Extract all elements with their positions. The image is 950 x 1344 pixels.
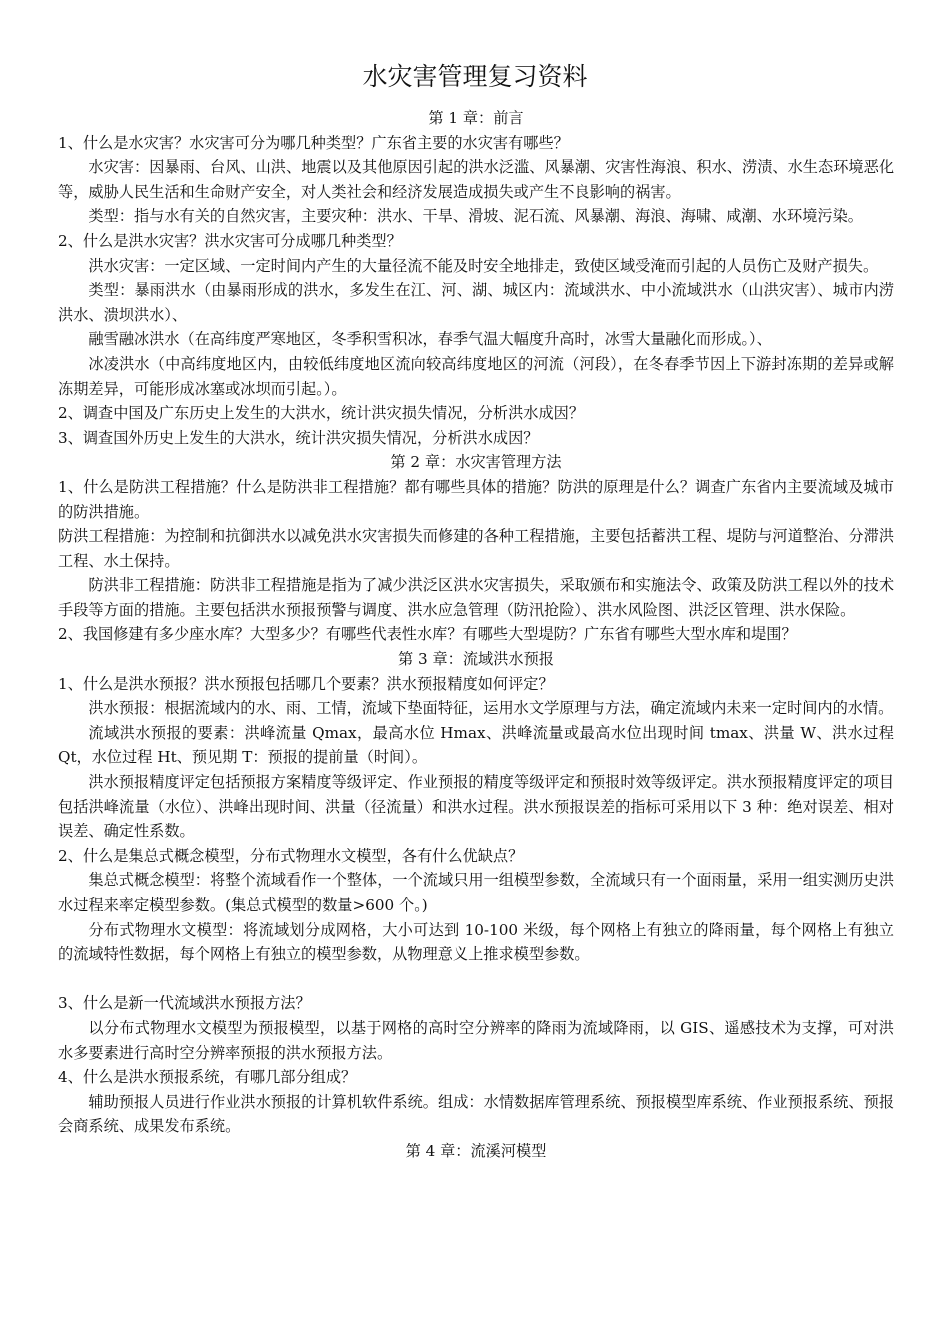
question: 3、调查国外历史上发生的大洪水，统计洪灾损失情况，分析洪水成因？ <box>58 428 539 447</box>
chapter-heading: 第 2 章：水灾害管理方法 <box>390 453 562 472</box>
chapter-heading: 第 3 章：流域洪水预报 <box>397 650 554 669</box>
chapter-heading: 第 4 章：流溪河模型 <box>405 1141 547 1160</box>
paragraph: 流域洪水预报的要素：洪峰流量 Qmax，最高水位 Hmax、洪峰流量或最高水位出现时间 tmax、洪量 W、洪水过程 Qt，水位过程 Ht、预见期 T：预报的提前量（时间）。 <box>58 723 894 767</box>
paragraph: 水灾害：因暴雨、台风、山洪、地震以及其他原因引起的洪水泛滥、风暴潮、灾害性海浪、积水、涝渍、水生态环境恶化等，威胁人民生活和生命财产安全，对人类社会和经济发展造成损失或产生不良影响的祸害。 <box>58 158 894 201</box>
question: 2、什么是集总式概念模型，分布式物理水文模型，各有什么优缺点？ <box>58 846 524 865</box>
paragraph: 类型：指与水有关的自然灾害，主要灾种：洪水、干旱、滑坡、泥石流、风暴潮、海浪、海啸、咸潮、水环境污染。 <box>88 207 863 226</box>
paragraph: 防洪工程措施：为控制和抗御洪水以减免洪水灾害损失而修建的各种工程措施，主要包括蓄洪工程、堤防与河道整治、分滞洪工程、水土保持。 <box>58 527 894 570</box>
paragraph: 融雪融冰洪水（在高纬度严寒地区，冬季积雪积冰，春季气温大幅度升高时，冰雪大量融化而形成。）、 <box>88 330 772 349</box>
question: 2、我国修建有多少座水库？大型多少？有哪些代表性水库？有哪些大型堤防？广东省有哪些大型水库和堤围？ <box>58 625 797 644</box>
question: 2、调查中国及广东历史上发生的大洪水，统计洪灾损失情况，分析洪水成因？ <box>58 404 585 423</box>
paragraph: 以分布式物理水文模型为预报模型，以基于网格的高时空分辨率的降雨为流域降雨，以 GIS、遥感技术为支撑，可对洪水多要素进行高时空分辨率预报的洪水预报方法。 <box>58 1018 894 1062</box>
paragraph: 辅助预报人员进行作业洪水预报的计算机软件系统。组成：水情数据库管理系统、预报模型库系统、作业预报系统、预报会商系统、成果发布系统。 <box>58 1092 894 1136</box>
paragraph: 分布式物理水文模型：将流域划分成网格，大小可达到 10-100 米级，每个网格上有独立的降雨量，每个网格上有独立的流域特性数据，每个网格上有独立的模型参数，从物理意义上推求模型参数。 <box>58 920 894 964</box>
document-body <box>58 106 894 1164</box>
blank-line <box>58 967 894 992</box>
paragraph: 集总式概念模型：将整个流域看作一个整体，一个流域只用一组模型参数，全流域只有一个面雨量，采用一组实测历史洪水过程来率定模型参数。(集总式模型的数量>600 个。) <box>58 871 894 914</box>
question: 1、什么是洪水预报？洪水预报包括哪几个要素？洪水预报精度如何评定？ <box>58 674 554 693</box>
document-title: 水灾害管理复习资料 <box>362 62 588 91</box>
question: 3、什么是新一代流域洪水预报方法？ <box>58 994 311 1013</box>
paragraph: 洪水预报精度评定包括预报方案精度等级评定、作业预报的精度等级评定和预报时效等级评定。洪水预报精度评定的项目包括洪峰流量（水位）、洪峰出现时间、洪量（径流量）和洪水过程。洪水预报误差的指标可采用以下 3 种：绝对误差、相对误差、确定性系数。 <box>58 773 894 841</box>
question: 1、什么是水灾害？水灾害可分为哪几种类型？广东省主要的水灾害有哪些？ <box>58 133 569 152</box>
question: 2、什么是洪水灾害？洪水灾害可分成哪几种类型？ <box>58 231 402 250</box>
paragraph: 防洪非工程措施：防洪非工程措施是指为了减少洪泛区洪水灾害损失，采取颁布和实施法令、政策及防洪工程以外的技术手段等方面的措施。主要包括洪水预报预警与调度、洪水应急管理（防汛抢险）、洪水风险图、洪泛区管理、洪水保险。 <box>58 576 894 619</box>
paragraph: 洪水预报：根据流域内的水、雨、工情，流域下垫面特征，运用水文学原理与方法，确定流域内未来一定时间内的水情。 <box>88 699 894 718</box>
paragraph: 洪水灾害：一定区域、一定时间内产生的大量径流不能及时安全地排走，致使区域受淹而引起的人员伤亡及财产损失。 <box>88 256 879 275</box>
chapter-heading: 第 1 章：前言 <box>428 109 524 127</box>
paragraph: 类型：暴雨洪水（由暴雨形成的洪水，多发生在江、河、湖、城区内：流域洪水、中小流域洪水（山洪灾害）、城市内涝洪水、溃坝洪水）、 <box>58 281 894 324</box>
paragraph: 冰凌洪水（中高纬度地区内，由较低纬度地区流向较高纬度地区的河流（河段），在冬春季节因上下游封冻期的差异或解冻期差异，可能形成冰塞或冰坝而引起。）。 <box>58 354 894 398</box>
question: 4、什么是洪水预报系统，有哪几部分组成？ <box>58 1068 357 1087</box>
question: 1、什么是防洪工程措施？什么是防洪非工程措施？都有哪些具体的措施？防洪的原理是什么？调查广东省内主要流域及城市的防洪措施。 <box>58 477 894 521</box>
